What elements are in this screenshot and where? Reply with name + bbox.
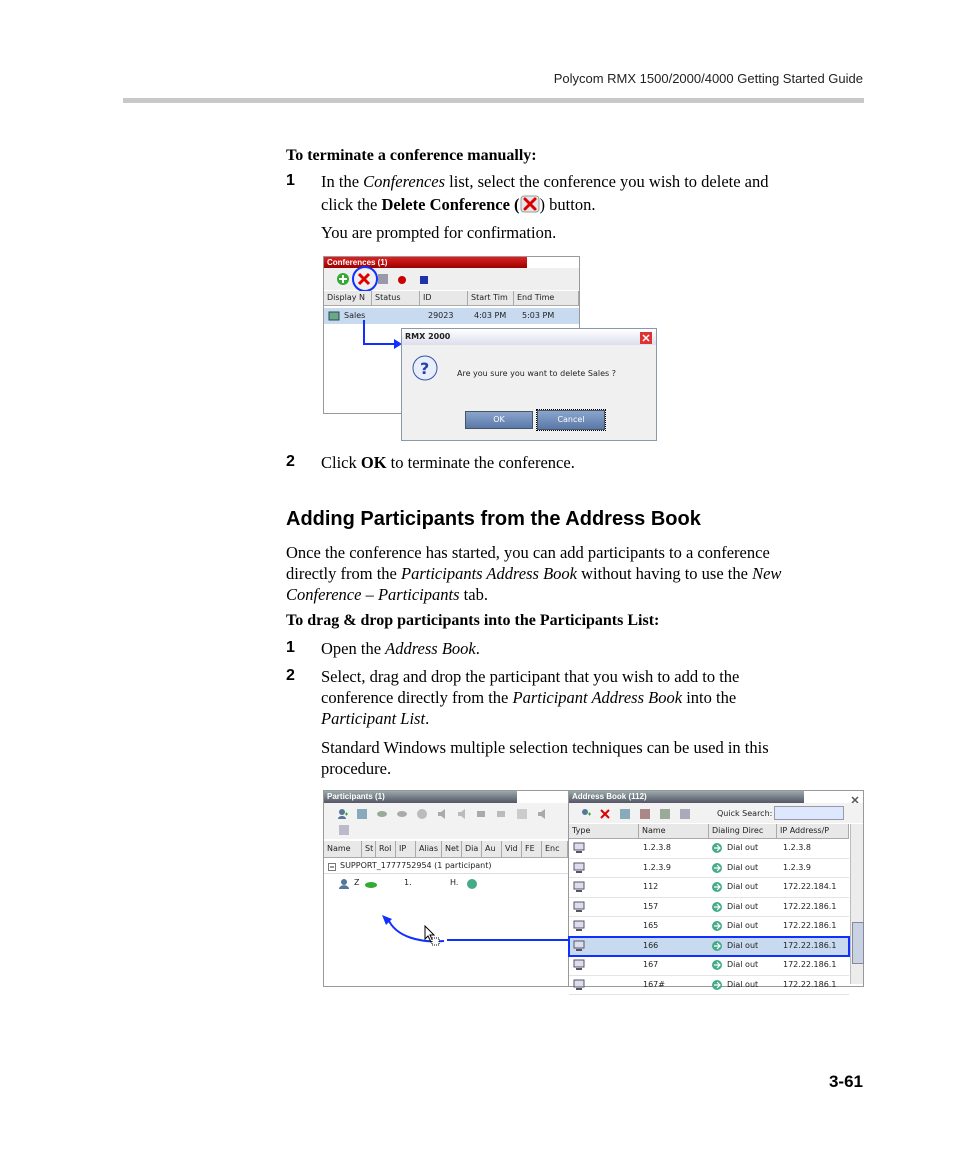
participants-title: Participants (1) bbox=[324, 791, 517, 803]
conferences-header-row bbox=[324, 291, 579, 306]
participants-toolbar bbox=[324, 803, 568, 839]
video-icon[interactable] bbox=[496, 807, 508, 825]
conferences-panel-title: Conferences (1) bbox=[324, 257, 527, 268]
unmute-audio-icon[interactable] bbox=[456, 807, 468, 825]
row-dialing: Dial out bbox=[727, 862, 759, 872]
row-dialing: Dial out bbox=[727, 921, 759, 930]
step-number: 2 bbox=[286, 667, 295, 684]
row-ip: 1.2.3.8 bbox=[783, 843, 811, 852]
row-ip: 1.2.3.9 bbox=[783, 862, 811, 872]
col-alias[interactable]: Alias bbox=[416, 841, 442, 857]
conference-group-label: SUPPORT_1777752954 (1 participant) bbox=[340, 861, 492, 870]
participant-alias: H. bbox=[450, 878, 459, 887]
col-dialing[interactable]: Dia bbox=[462, 841, 482, 857]
row-name: 167 bbox=[643, 960, 659, 969]
confirmation-note: You are prompted for confirmation. bbox=[321, 223, 557, 242]
drag-connector-line bbox=[447, 939, 569, 941]
row-name: 157 bbox=[643, 901, 659, 911]
row-dialing: Dial out bbox=[727, 882, 759, 891]
step-text: Open the Address Book. bbox=[321, 639, 480, 658]
row-name: 112 bbox=[643, 882, 659, 891]
step-text: In the Conferences list, select the conference you wish to delete and bbox=[321, 172, 769, 191]
procedure-title-dragdrop: To drag & drop participants into the Participants List: bbox=[286, 612, 660, 629]
col-name[interactable]: Name bbox=[639, 824, 709, 838]
confirm-dialog bbox=[401, 328, 657, 441]
row-name: 167# bbox=[643, 979, 665, 989]
col-display-name[interactable]: Display N bbox=[324, 291, 372, 305]
scrollbar-thumb[interactable] bbox=[852, 922, 864, 964]
row-ip: 172.22.186.1 bbox=[783, 960, 837, 969]
cancel-button[interactable]: Cancel bbox=[537, 410, 605, 430]
conference-start: 4:03 PM bbox=[474, 311, 507, 320]
group-icon[interactable] bbox=[659, 807, 671, 825]
intro-paragraph: Once the conference has started, you can add participants to a conference directly from the Participants Address Book without having to use the New Conference – Participants tab. bbox=[286, 543, 782, 604]
delete-participant-icon[interactable] bbox=[416, 807, 428, 825]
participants-panel bbox=[323, 790, 569, 987]
header-rule bbox=[123, 98, 864, 103]
col-encryption[interactable]: Enc bbox=[542, 841, 568, 857]
col-fecc[interactable]: FE bbox=[522, 841, 542, 857]
address-book-rows bbox=[569, 839, 849, 995]
stop-icon[interactable] bbox=[418, 273, 430, 291]
address-book-row[interactable] bbox=[569, 859, 849, 879]
row-dialing: Dial out bbox=[727, 960, 759, 969]
address-book-row[interactable] bbox=[569, 878, 849, 898]
collapse-icon[interactable] bbox=[328, 862, 336, 876]
row-ip: 172.22.186.1 bbox=[783, 940, 837, 950]
delete-participant-icon[interactable] bbox=[599, 807, 611, 825]
quick-search-input[interactable] bbox=[774, 806, 844, 820]
close-icon[interactable] bbox=[640, 331, 652, 349]
question-icon bbox=[412, 355, 438, 386]
row-ip: 172.22.186.1 bbox=[783, 979, 837, 989]
participant-properties-icon[interactable] bbox=[338, 823, 350, 841]
col-video[interactable]: Vid bbox=[502, 841, 522, 857]
conference-id: 29023 bbox=[428, 311, 454, 320]
delete-conference-icon bbox=[520, 195, 540, 213]
col-type[interactable]: Type bbox=[569, 824, 639, 838]
export-icon[interactable] bbox=[639, 807, 651, 825]
drag-cursor-icon bbox=[424, 925, 440, 952]
participants-header-row bbox=[324, 841, 568, 858]
row-ip: 172.22.184.1 bbox=[783, 882, 837, 891]
page-number: 3-61 bbox=[828, 1072, 863, 1091]
address-book-row[interactable] bbox=[569, 956, 849, 976]
new-conference-icon[interactable] bbox=[336, 272, 350, 291]
address-book-panel bbox=[568, 790, 864, 987]
col-role[interactable]: Rol bbox=[376, 841, 396, 857]
address-book-row[interactable] bbox=[569, 937, 849, 957]
quick-search-label: Quick Search: bbox=[717, 809, 773, 818]
address-book-title: Address Book (112) bbox=[569, 791, 804, 803]
disconnect-icon[interactable] bbox=[396, 807, 408, 825]
conference-group-row[interactable] bbox=[324, 859, 568, 874]
step-number: 2 bbox=[286, 453, 295, 470]
dialog-title: RMX 2000 bbox=[402, 329, 656, 345]
row-dialing: Dial out bbox=[727, 940, 759, 950]
step-text-line2: click the Delete Conference ( ) button. bbox=[321, 195, 596, 214]
selection-note: Standard Windows multiple selection techniques can be used in this procedure. bbox=[321, 738, 769, 778]
conference-name: Sales bbox=[344, 311, 366, 320]
address-book-row[interactable] bbox=[569, 976, 849, 996]
address-book-toolbar bbox=[569, 803, 863, 823]
properties-icon[interactable] bbox=[679, 807, 691, 825]
running-header: Polycom RMX 1500/2000/4000 Getting Started Guide bbox=[553, 71, 863, 86]
block-icon[interactable] bbox=[516, 807, 528, 825]
dial-out-icon bbox=[711, 979, 723, 998]
mute-audio-icon[interactable] bbox=[436, 807, 448, 825]
col-ip-address[interactable]: IP Address/P bbox=[777, 824, 849, 838]
section-heading: Adding Participants from the Address Book bbox=[286, 508, 701, 530]
col-name[interactable]: Name bbox=[324, 841, 362, 857]
step-text: Select, drag and drop the participant that you wish to add to the conference directly from the Participant Address Book into the Participant List. bbox=[321, 667, 740, 728]
conference-end: 5:03 PM bbox=[522, 311, 555, 320]
participant-ip: 1. bbox=[404, 878, 412, 887]
step-number: 1 bbox=[286, 172, 295, 189]
import-icon[interactable] bbox=[619, 807, 631, 825]
col-ip[interactable]: IP bbox=[396, 841, 416, 857]
col-id[interactable]: ID bbox=[420, 291, 468, 305]
highlight-circle bbox=[351, 265, 379, 293]
speaker-icon[interactable] bbox=[536, 807, 548, 825]
connected-status-icon bbox=[364, 879, 378, 895]
new-participant-icon[interactable] bbox=[579, 807, 591, 825]
row-dialing: Dial out bbox=[727, 979, 759, 989]
suspend-video-icon[interactable] bbox=[476, 807, 488, 825]
col-end-time[interactable]: End Time bbox=[514, 291, 579, 305]
col-start-time[interactable]: Start Tim bbox=[468, 291, 514, 305]
add-participant-dir-icon[interactable] bbox=[356, 807, 368, 825]
row-name: 1.2.3.8 bbox=[643, 843, 671, 852]
col-dialing-direction[interactable]: Dialing Direc bbox=[709, 824, 777, 838]
scrollbar[interactable] bbox=[850, 824, 863, 984]
row-ip: 172.22.186.1 bbox=[783, 901, 837, 911]
row-name: 1.2.3.9 bbox=[643, 862, 671, 872]
pointer-arrow bbox=[358, 320, 406, 350]
col-audio[interactable]: Au bbox=[482, 841, 502, 857]
participant-icon bbox=[338, 878, 350, 896]
svg-text:?: ? bbox=[420, 359, 430, 378]
col-status[interactable]: St bbox=[362, 841, 376, 857]
connect-icon[interactable] bbox=[376, 807, 388, 825]
procedure-title-terminate: To terminate a conference manually: bbox=[286, 147, 537, 164]
conference-icon bbox=[328, 310, 340, 328]
endpoint-icon bbox=[573, 979, 585, 998]
step-text: Click OK to terminate the conference. bbox=[321, 453, 575, 472]
dial-status-icon bbox=[466, 878, 478, 896]
ok-button[interactable]: OK bbox=[465, 411, 533, 429]
col-status[interactable]: Status bbox=[372, 291, 420, 305]
address-book-header-row bbox=[569, 824, 849, 839]
row-name: 165 bbox=[643, 921, 659, 930]
address-book-row[interactable] bbox=[569, 898, 849, 918]
dialog-message: Are you sure you want to delete Sales ? bbox=[457, 369, 616, 378]
row-ip: 172.22.186.1 bbox=[783, 921, 837, 930]
address-book-row[interactable] bbox=[569, 917, 849, 937]
row-name: 166 bbox=[643, 940, 659, 950]
col-network[interactable]: Net bbox=[442, 841, 462, 857]
step-number: 1 bbox=[286, 639, 295, 656]
row-dialing: Dial out bbox=[727, 901, 759, 911]
participant-row[interactable] bbox=[324, 875, 568, 891]
row-dialing: Dial out bbox=[727, 843, 759, 852]
participant-name: Z bbox=[354, 878, 360, 887]
address-book-row[interactable] bbox=[569, 839, 849, 859]
record-icon[interactable] bbox=[396, 273, 408, 291]
